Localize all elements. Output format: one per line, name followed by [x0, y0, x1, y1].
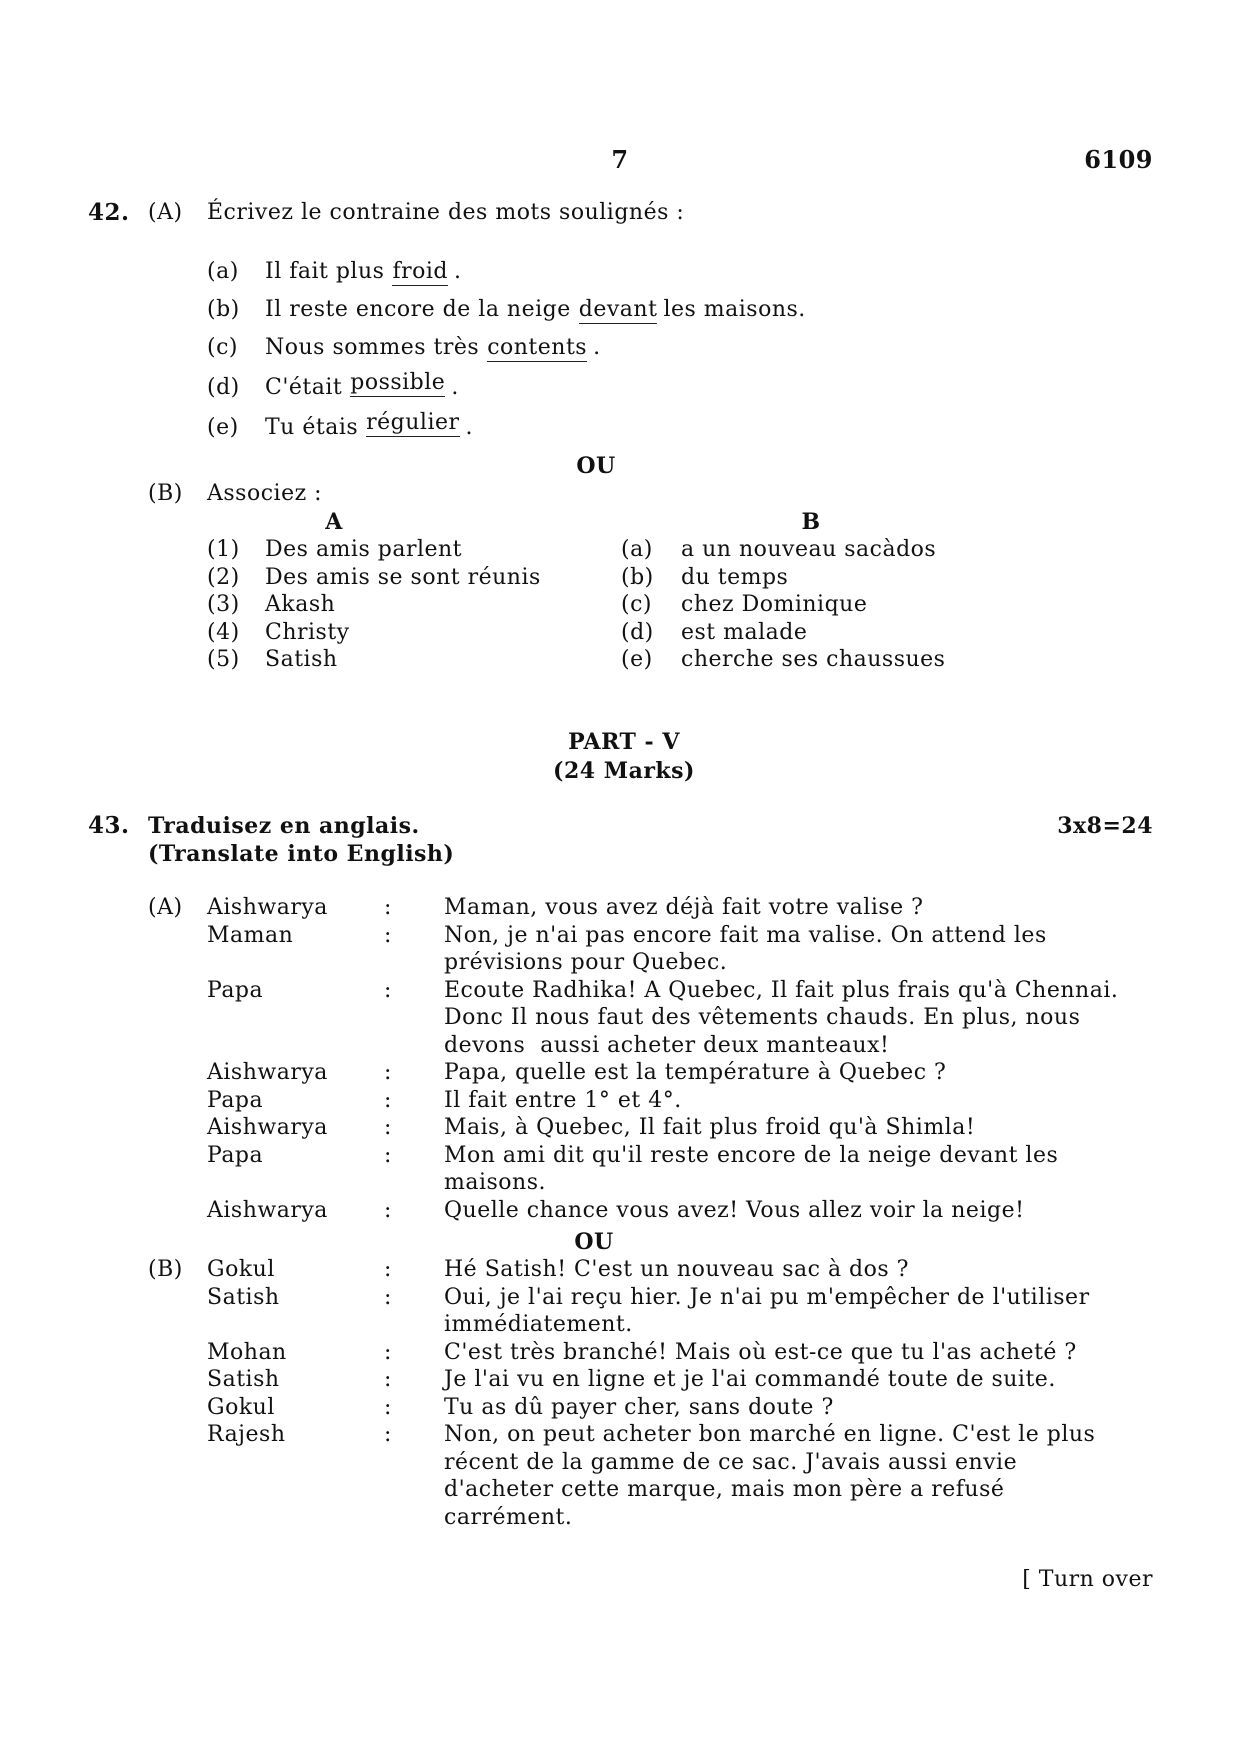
- speaker-name: Satish: [207, 1367, 280, 1392]
- match-a-label: (3): [207, 592, 240, 617]
- q43-part-b-label: (B): [148, 1257, 183, 1282]
- speaker-colon: :: [384, 1197, 392, 1223]
- dialogue-line: Tu as dû payer cher, sans doute ?: [444, 1394, 834, 1420]
- q43-part-a-label: (A): [148, 895, 183, 920]
- underlined-word: contents: [487, 335, 588, 360]
- dialogue-line: Mais, à Quebec, Il fait plus froid qu'à Shimla!: [444, 1115, 976, 1140]
- speaker-colon: :: [384, 1257, 392, 1282]
- q42-item-label: (a): [207, 259, 239, 284]
- match-b-item: est malade: [681, 619, 808, 645]
- speaker-colon: :: [384, 1394, 392, 1420]
- dialogue-line: Ecoute Radhika! A Quebec, Il fait plus frais qu'à Chennai.: [444, 977, 1119, 1003]
- match-a-label: (4): [207, 619, 240, 645]
- match-a-label: (1): [207, 537, 240, 562]
- q42-item-label: (e): [207, 415, 239, 440]
- dialogue-line: prévisions pour Quebec.: [444, 950, 728, 975]
- speaker-name: Mohan: [207, 1339, 287, 1365]
- q43-instruction-english: (Translate into English): [148, 841, 455, 867]
- speaker-name: Aishwarya: [207, 895, 328, 920]
- q42-item-label: (d): [207, 375, 240, 400]
- part-title: PART - V: [568, 729, 680, 755]
- dialogue-line: Maman, vous avez déjà fait votre valise ?: [444, 895, 924, 920]
- underlined-word: devant: [578, 297, 658, 322]
- dialogue-line: carrément.: [444, 1504, 573, 1530]
- page-number: 7: [611, 145, 629, 174]
- dialogue-line: devons aussi acheter deux manteaux!: [444, 1032, 890, 1058]
- dialogue-line: Donc Il nous faut des vêtements chauds. En plus, nous: [444, 1005, 1081, 1030]
- dialogue-line: Quelle chance vous avez! Vous allez voir la neige!: [444, 1197, 1025, 1223]
- speaker-colon: :: [384, 977, 392, 1003]
- speaker-name: Aishwarya: [207, 1115, 328, 1140]
- speaker-colon: :: [384, 1142, 392, 1168]
- q42-item-sentence: [265, 410, 474, 442]
- match-b-label: (c): [621, 592, 652, 617]
- question-42-number: 42.: [88, 199, 130, 226]
- speaker-colon: :: [384, 895, 392, 920]
- dialogue-line: maisons.: [444, 1170, 547, 1195]
- match-a-item: Des amis se sont réunis: [265, 564, 541, 590]
- dialogue-line: récent de la gamme de ce sac. J'avais aussi envie: [444, 1449, 1018, 1475]
- q42-item-sentence: [265, 297, 806, 324]
- speaker-name: Rajesh: [207, 1422, 286, 1447]
- q42-item-text-after: .: [451, 375, 459, 400]
- q42-part-b-label: (B): [148, 481, 183, 506]
- match-b-label: (a): [621, 537, 653, 562]
- speaker-colon: :: [384, 922, 392, 948]
- match-b-item: cherche ses chaussues: [681, 647, 946, 672]
- speaker-name: Papa: [207, 977, 264, 1003]
- q43-or-label: OU: [574, 1229, 614, 1255]
- dialogue-line: Papa, quelle est la température à Quebec ?: [444, 1060, 947, 1085]
- underlined-word: possible: [350, 370, 446, 395]
- dialogue-line: Il fait entre 1° et 4°.: [444, 1087, 682, 1113]
- speaker-colon: :: [384, 1367, 392, 1392]
- paper-code: 6109: [1084, 145, 1153, 174]
- match-a-label: (2): [207, 564, 240, 590]
- match-b-item: du temps: [681, 564, 789, 590]
- match-b-item: chez Dominique: [681, 592, 868, 617]
- match-b-item: a un nouveau sacàdos: [681, 537, 937, 562]
- dialogue-line: Hé Satish! C'est un nouveau sac à dos ?: [444, 1257, 909, 1282]
- q42-item-text-after: .: [593, 335, 601, 360]
- q42-part-a-instruction: Écrivez le contraine des mots soulignés :: [207, 200, 685, 225]
- speaker-colon: :: [384, 1339, 392, 1365]
- q42-item-label: (c): [207, 335, 238, 360]
- q42-item-text-after: .: [465, 415, 474, 440]
- speaker-name: Gokul: [207, 1394, 275, 1420]
- q42-item-sentence: [265, 259, 461, 286]
- speaker-name: Gokul: [207, 1257, 275, 1282]
- speaker-name: Papa: [207, 1142, 264, 1168]
- q42-item-text-before: Tu étais: [265, 415, 359, 440]
- q42-item-text-before: Il reste encore de la neige: [265, 297, 571, 322]
- match-b-label: (b): [621, 564, 654, 590]
- q42-part-b-instruction: Associez :: [207, 481, 323, 506]
- q42-item-text-after: .: [453, 259, 462, 284]
- match-a-item: Des amis parlent: [265, 537, 463, 562]
- q42-item-text-after: les maisons.: [663, 297, 806, 322]
- match-column-b-header: B: [801, 509, 821, 535]
- dialogue-line: C'est très branché! Mais où est-ce que tu l'as acheté ?: [444, 1339, 1077, 1365]
- q43-marks: 3x8=24: [1057, 813, 1153, 839]
- speaker-name: Satish: [207, 1284, 280, 1310]
- question-43-number: 43.: [88, 812, 130, 839]
- underlined-word: froid: [392, 259, 448, 284]
- q42-item-label: (b): [207, 297, 240, 322]
- dialogue-line: immédiatement.: [444, 1312, 633, 1337]
- match-a-item: Akash: [265, 592, 336, 617]
- dialogue-line: Oui, je l'ai reçu hier. Je n'ai pu m'empêcher de l'utiliser: [444, 1284, 1090, 1310]
- speaker-name: Maman: [207, 922, 294, 948]
- part-marks: (24 Marks): [553, 758, 695, 784]
- dialogue-line: Je l'ai vu en ligne et je l'ai commandé toute de suite.: [444, 1367, 1056, 1392]
- turn-over-note: [ Turn over: [1022, 1567, 1153, 1592]
- speaker-colon: :: [384, 1422, 392, 1447]
- match-b-label: (e): [621, 647, 653, 672]
- speaker-colon: :: [384, 1060, 392, 1085]
- speaker-name: Aishwarya: [207, 1060, 328, 1085]
- underlined-word: régulier: [366, 410, 460, 435]
- dialogue-line: d'acheter cette marque, mais mon père a refusé: [444, 1477, 1005, 1502]
- match-b-label: (d): [621, 619, 654, 645]
- q42-or-label: OU: [576, 453, 616, 479]
- speaker-colon: :: [384, 1284, 392, 1310]
- dialogue-line: Non, on peut acheter bon marché en ligne. C'est le plus: [444, 1422, 1096, 1447]
- q42-item-sentence: [265, 335, 601, 362]
- dialogue-line: Non, je n'ai pas encore fait ma valise. On attend les: [444, 922, 1047, 948]
- q42-part-a-label: (A): [148, 200, 183, 225]
- speaker-name: Papa: [207, 1087, 264, 1113]
- match-a-label: (5): [207, 647, 240, 672]
- dialogue-line: Mon ami dit qu'il reste encore de la neige devant les: [444, 1142, 1059, 1168]
- speaker-colon: :: [384, 1115, 392, 1140]
- speaker-colon: :: [384, 1087, 392, 1113]
- q42-item-text-before: Il fait plus: [265, 259, 385, 284]
- match-a-item: Satish: [265, 647, 338, 672]
- speaker-name: Aishwarya: [207, 1197, 328, 1223]
- q42-item-sentence: [265, 370, 459, 402]
- q42-item-text-before: Nous sommes très: [265, 335, 480, 360]
- match-a-item: Christy: [265, 619, 350, 645]
- q42-item-text-before: C'était: [265, 375, 343, 400]
- match-column-a-header: A: [325, 509, 343, 535]
- q43-instruction-french: Traduisez en anglais.: [148, 813, 420, 839]
